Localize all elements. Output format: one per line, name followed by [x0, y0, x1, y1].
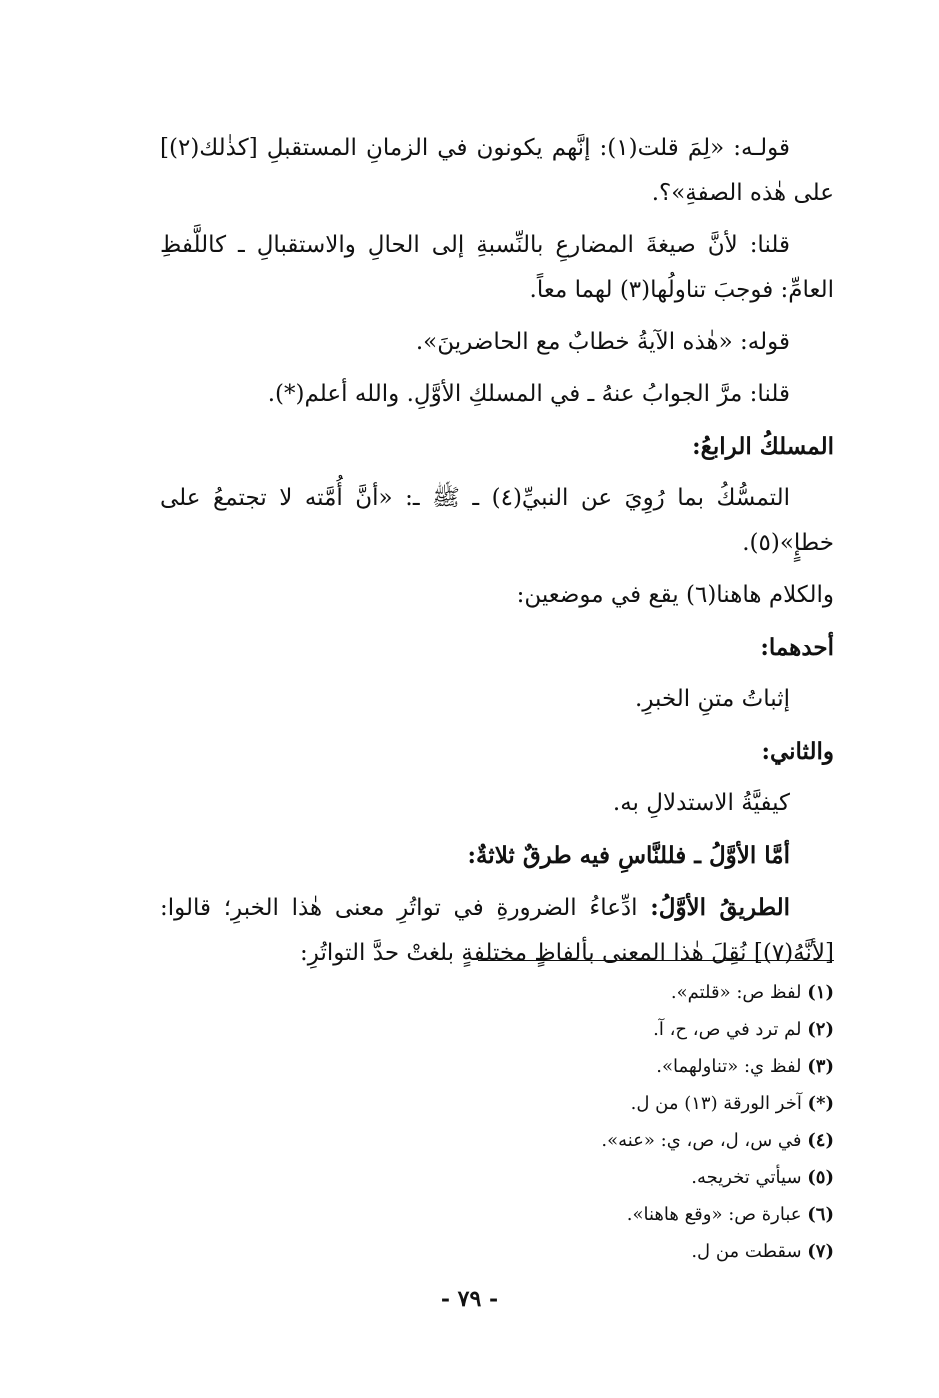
heading-first: أحدهما: — [760, 634, 834, 661]
footnote — [160, 974, 834, 1011]
footnote-number: (٥) — [807, 1167, 834, 1188]
footnote — [160, 1011, 834, 1048]
footnote-text: سقطت من ل. — [691, 1241, 808, 1262]
footnote-text: آخر الورقة (١٣) من ل. — [630, 1093, 808, 1114]
section-heading-fourth-path: المسلكُ الرابعُ: — [692, 433, 834, 460]
footnote-text: لفظ ي: «تناولهما». — [656, 1056, 808, 1077]
footnote-number: (*) — [807, 1093, 834, 1114]
page-number: - ٧٩ - — [440, 1286, 499, 1312]
footnote-text: سيأتي تخريجه. — [691, 1167, 808, 1188]
footnote-text: لفظ ص: «قلتم». — [670, 982, 808, 1003]
footnote — [160, 1159, 834, 1196]
paragraph-answer-2: قلنا: مرَّ الجوابُ عنهُ ـ في المسلكِ الأوَّلِ. والله أعلم(*). — [267, 381, 790, 407]
footnote — [160, 1122, 834, 1159]
footnote-text: لم ترد في ص، ح، آ. — [653, 1019, 808, 1040]
paragraph-three-ways: أمَّا الأوَّلُ ـ فللنَّاسِ فيه طرقٌ ثلاثةٌ: — [467, 842, 790, 869]
first-way-label: الطريقُ الأوَّلُ: — [650, 894, 790, 921]
paragraph-first-point: إثباتُ متنِ الخبرِ. — [635, 686, 790, 712]
paragraph-answer-1: قلنا: لأنَّ صيغةَ المضارعِ بالنِّسبةِ إلى الحالِ والاستقبالِ ـ كاللَّفظِ العامِّ: فوجبَ تناولُها(٣) لهما معاً. — [160, 232, 834, 303]
paragraph-objection-2: قوله: «هٰذه الآيةُ خطابٌ مع الحاضرينَ». — [415, 329, 790, 355]
paragraph-hadith: التمسُّكُ بما رُوِيَ عن النبيِّ(٤) ـ ﷺ ـ: «أنَّ أُمَّته لا تجتمعُ على خطإٍ»(٥). — [160, 485, 834, 556]
main-text — [160, 126, 834, 983]
first-way-text: ادِّعاءُ الضرورةِ في تواتُرِ معنى هٰذا الخبرِ؛ قالوا: [لأنَّهُ(٧)] نُقِلَ هٰذا المعنى بألفاظٍ مختلفةٍ بلغتْ حدَّ التواتُرِ: — [160, 895, 834, 966]
paragraph-first-way — [160, 885, 834, 976]
paragraph-objection-1: قولـه: «لِمَ قلت(١): إنَّهم يكونون في الزمانِ المستقبلِ [كذٰلك(٢)] على هٰذه الصفةِ»؟. — [160, 135, 834, 206]
footnote — [160, 1233, 834, 1270]
footnote — [160, 1048, 834, 1085]
footnote-text: عبارة ص: «وقع هاهنا». — [626, 1204, 808, 1225]
footnote-divider — [478, 960, 834, 961]
footnote-number: (٣) — [807, 1056, 834, 1077]
footnote-number: (٤) — [807, 1130, 834, 1151]
paragraph-two-places: والكلام هاهنا(٦) يقع في موضعين: — [516, 582, 834, 608]
footnotes — [160, 974, 834, 1270]
footnote-number: (٢) — [807, 1019, 834, 1040]
heading-second: والثاني: — [761, 738, 834, 765]
footnote — [160, 1196, 834, 1233]
footnote-number: (٧) — [807, 1241, 834, 1262]
footnote-text: في س، ل، ص، ي: «عنه». — [601, 1130, 808, 1151]
paragraph-second-point: كيفيَّةُ الاستدلالِ به. — [612, 790, 790, 816]
footnote-number: (٦) — [807, 1204, 834, 1225]
footnote — [160, 1085, 834, 1122]
footnote-number: (١) — [807, 982, 834, 1003]
